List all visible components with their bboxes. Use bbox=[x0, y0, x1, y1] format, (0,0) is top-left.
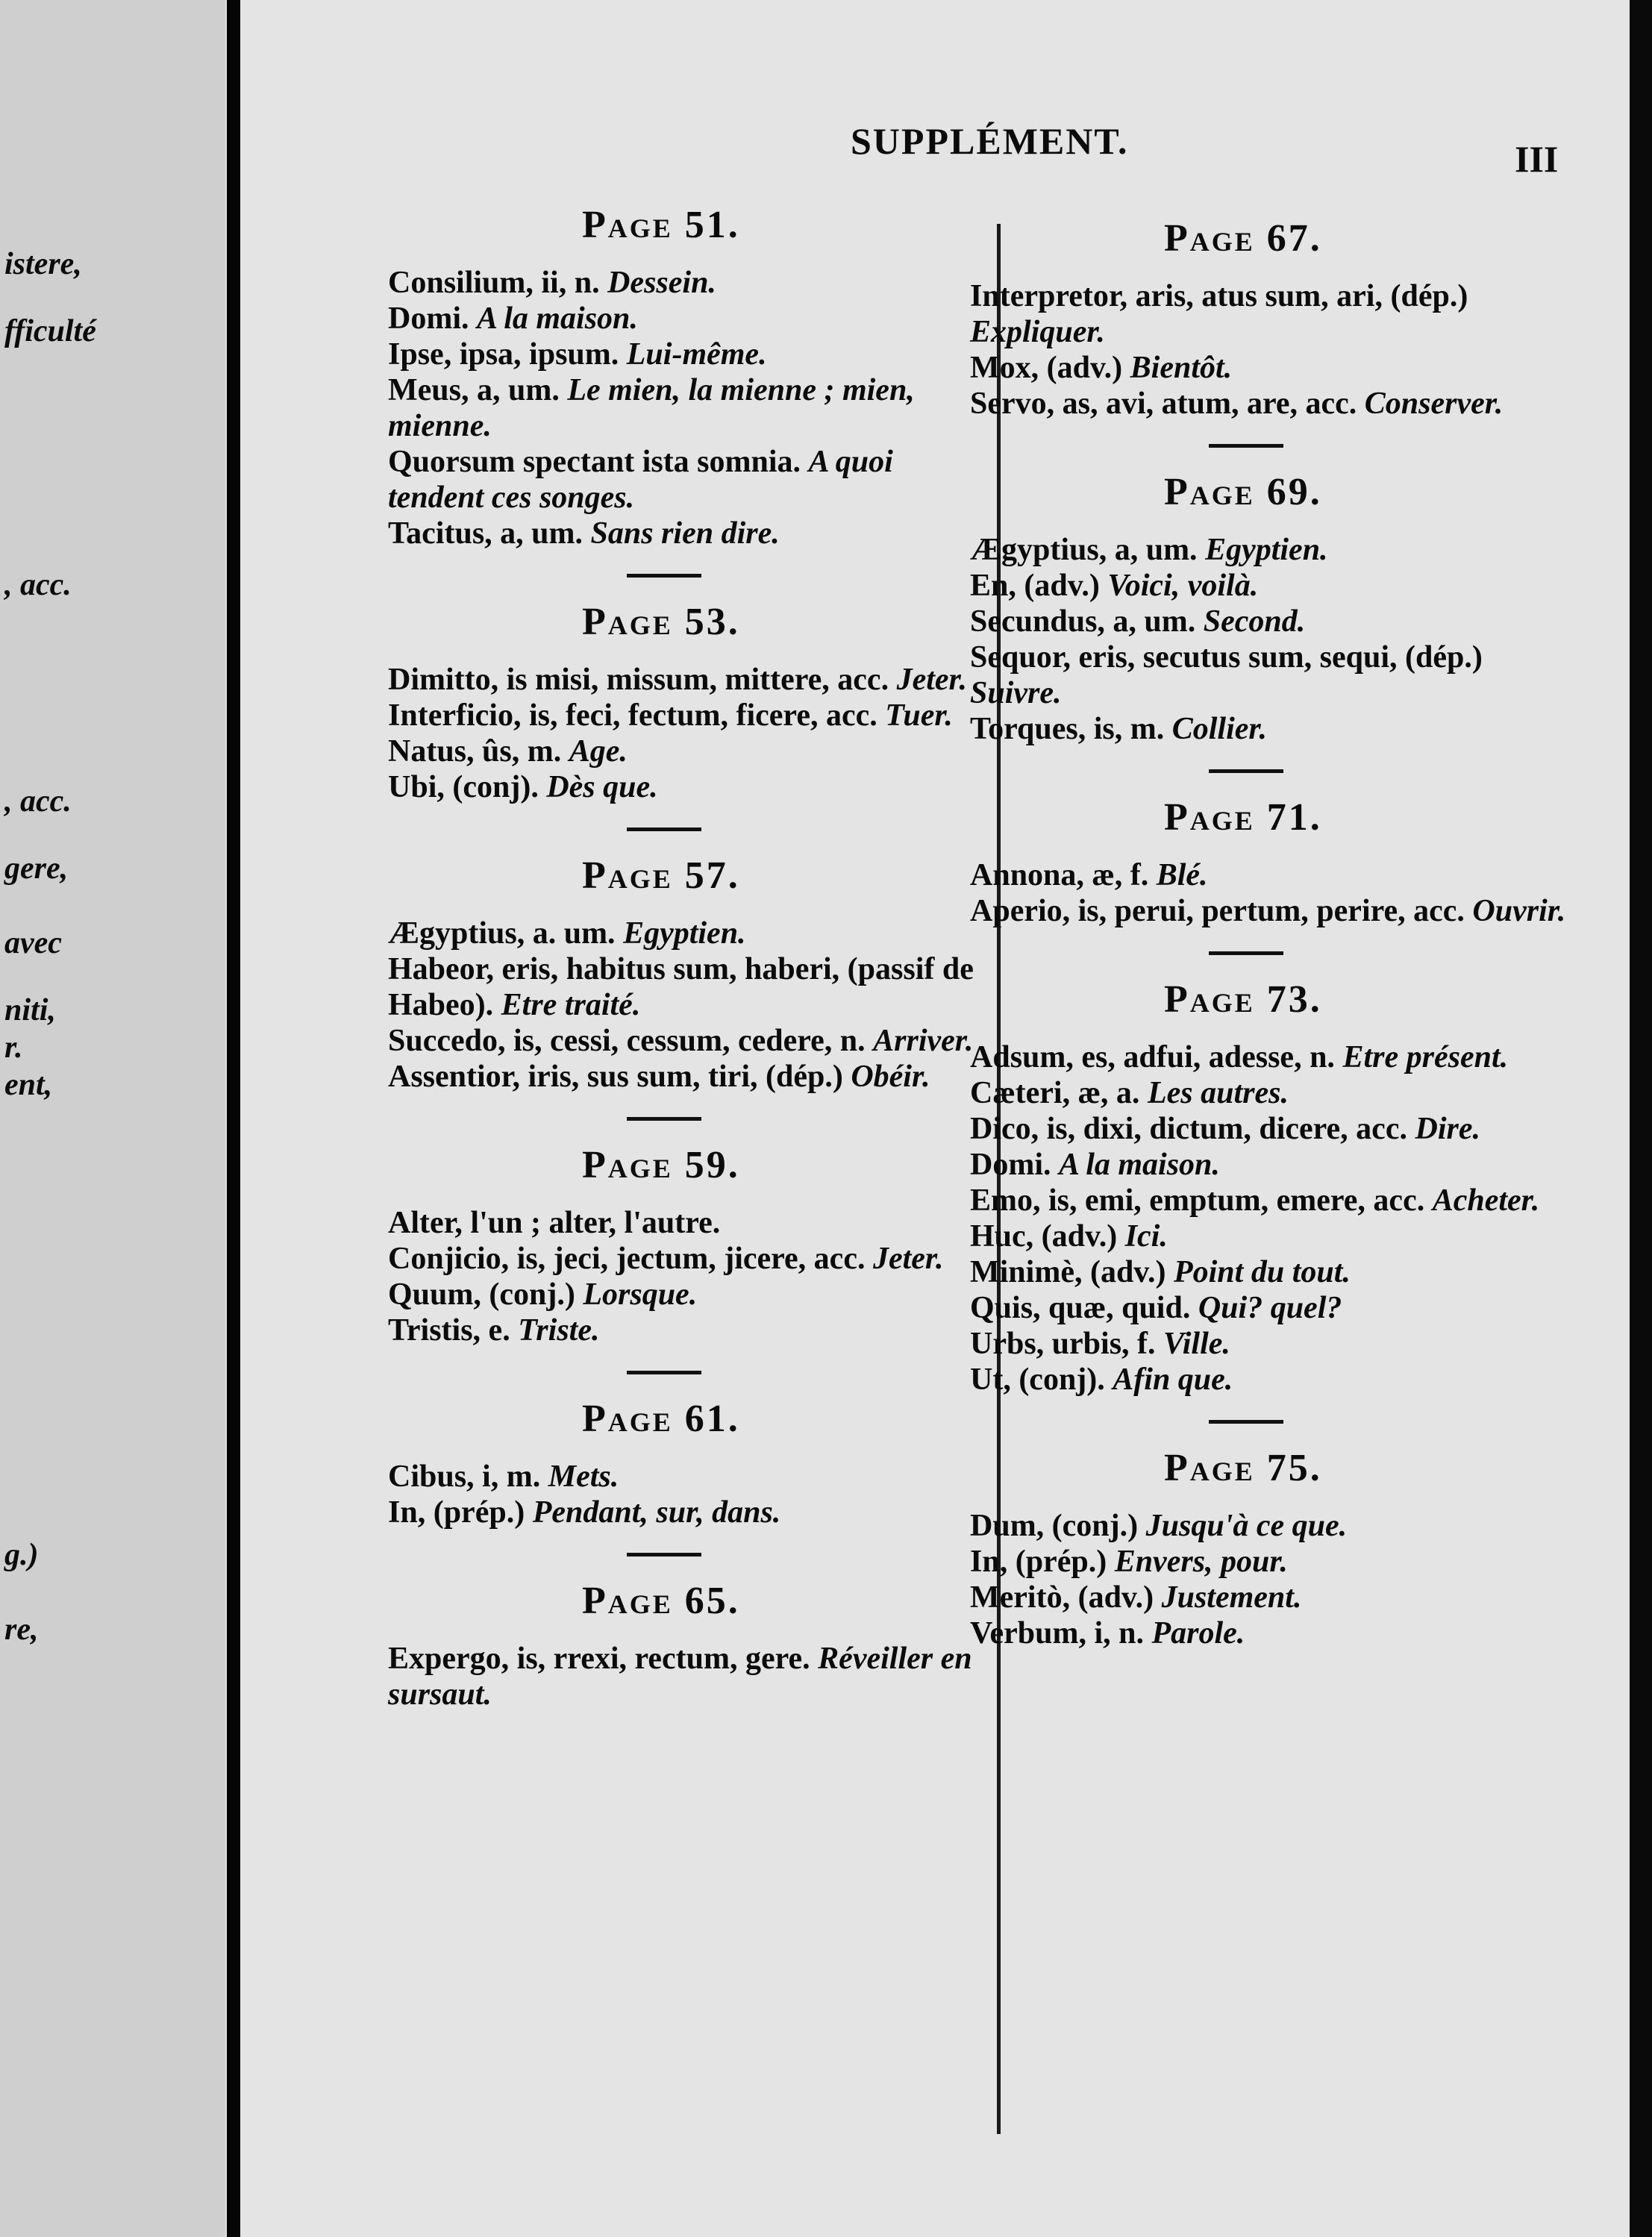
vocab-entry bbox=[970, 386, 1567, 422]
french-translation: Ici. bbox=[1124, 1219, 1168, 1254]
margin-fragment: avec bbox=[4, 926, 62, 960]
entry-list bbox=[970, 532, 1567, 747]
section-separator bbox=[1209, 769, 1283, 773]
margin-fragment: , acc. bbox=[4, 784, 72, 819]
latin-term: Quum, (conj.) bbox=[388, 1277, 575, 1312]
vocab-entry bbox=[388, 698, 977, 733]
vocab-entry bbox=[388, 1641, 977, 1712]
latin-term: Domi. bbox=[388, 301, 469, 336]
french-translation: Tuer. bbox=[885, 698, 953, 733]
section-separator bbox=[1209, 444, 1283, 448]
section-separator bbox=[627, 574, 701, 578]
french-translation: Ville. bbox=[1163, 1327, 1230, 1361]
margin-fragment: r. bbox=[4, 1030, 23, 1065]
latin-term: Quorsum spectant ista somnia. bbox=[388, 445, 801, 479]
margin-fragment: ent, bbox=[4, 1068, 53, 1102]
entry-list bbox=[388, 1459, 977, 1530]
latin-term: Secundus, a, um. bbox=[970, 604, 1196, 639]
french-translation: Bientôt. bbox=[1130, 351, 1233, 385]
page-edge bbox=[1630, 0, 1652, 2237]
vocab-entry bbox=[388, 1277, 977, 1313]
entry-list bbox=[388, 1641, 977, 1712]
vocab-entry bbox=[970, 1362, 1567, 1398]
vocab-entry bbox=[970, 1508, 1567, 1544]
latin-term: Adsum, es, adfui, adesse, n. bbox=[970, 1040, 1335, 1074]
margin-fragment: , acc. bbox=[4, 568, 72, 602]
latin-term: Tacitus, a, um. bbox=[388, 516, 583, 551]
vocab-entry bbox=[388, 516, 977, 551]
french-translation: Ouvrir. bbox=[1472, 894, 1566, 928]
french-translation: Egyptien. bbox=[623, 916, 746, 951]
latin-term: Meritò, (adv.) bbox=[970, 1580, 1154, 1615]
entry-list bbox=[970, 1508, 1567, 1651]
vocab-entry bbox=[388, 1495, 977, 1530]
vocab-section bbox=[388, 1397, 977, 1530]
latin-term: Ipse, ipsa, ipsum. bbox=[388, 337, 619, 372]
latin-term: Tristis, e. bbox=[388, 1313, 510, 1348]
margin-fragment: istere, bbox=[4, 247, 82, 281]
latin-term: In, (prép.) bbox=[970, 1545, 1107, 1579]
vocab-entry bbox=[970, 1039, 1567, 1075]
vocab-entry bbox=[970, 1254, 1567, 1290]
french-translation: Les autres. bbox=[1147, 1076, 1289, 1110]
margin-fragment: gere, bbox=[4, 851, 69, 886]
vocab-entry bbox=[970, 350, 1567, 386]
margin-fragment: fficulté bbox=[4, 314, 96, 348]
entry-list bbox=[388, 916, 977, 1095]
vocab-entry bbox=[388, 1459, 977, 1495]
latin-term: Cibus, i, m. bbox=[388, 1459, 541, 1494]
latin-term: Urbs, urbis, f. bbox=[970, 1327, 1156, 1361]
vocab-section bbox=[388, 600, 977, 805]
latin-term: Conjicio, is, jeci, jectum, jicere, acc. bbox=[388, 1242, 866, 1276]
vocab-entry bbox=[388, 733, 977, 769]
latin-term: Ægyptius, a, um. bbox=[970, 533, 1198, 567]
latin-term: Minimè, (adv.) bbox=[970, 1255, 1166, 1289]
entry-list bbox=[970, 278, 1567, 422]
french-translation: Expliquer. bbox=[970, 315, 1105, 349]
latin-term: Expergo, is, rrexi, rectum, gere. bbox=[388, 1642, 810, 1676]
latin-term: In, (prép.) bbox=[388, 1495, 525, 1530]
french-translation: Arriver. bbox=[873, 1024, 974, 1058]
latin-term: Huc, (adv.) bbox=[970, 1219, 1118, 1254]
french-translation: Le mien, la mienne ; mien, mienne. bbox=[388, 373, 915, 443]
french-translation: Jeter. bbox=[896, 663, 968, 697]
latin-term: Ubi, (conj). bbox=[388, 770, 539, 804]
previous-page-margin bbox=[0, 0, 225, 2237]
french-translation: Pendant, sur, dans. bbox=[532, 1495, 781, 1530]
section-heading: Page 51. bbox=[582, 204, 740, 246]
latin-term: En, (adv.) bbox=[970, 569, 1100, 603]
french-translation: Blé. bbox=[1156, 858, 1208, 892]
vocab-entry bbox=[388, 1313, 977, 1348]
vocab-entry bbox=[970, 1290, 1567, 1326]
latin-term: Aperio, is, perui, pertum, perire, acc. bbox=[970, 894, 1465, 928]
latin-term: Verbum, i, n. bbox=[970, 1616, 1144, 1651]
latin-term: Natus, ûs, m. bbox=[388, 734, 562, 769]
vocab-entry bbox=[970, 1615, 1567, 1651]
section-separator bbox=[627, 1117, 701, 1121]
french-translation: Second. bbox=[1203, 604, 1306, 639]
latin-term: Dico, is, dixi, dictum, dicere, acc. bbox=[970, 1112, 1407, 1146]
vocab-entry bbox=[970, 1218, 1567, 1254]
vocab-entry bbox=[388, 769, 977, 805]
vocab-entry bbox=[388, 337, 977, 372]
section-heading: Page 65. bbox=[582, 1580, 740, 1622]
french-translation: A quoi tendent ces songes. bbox=[388, 445, 893, 515]
latin-term: Dimitto, is misi, missum, mittere, acc. bbox=[388, 663, 889, 697]
vocab-entry bbox=[970, 639, 1567, 711]
latin-term: Domi. bbox=[970, 1148, 1051, 1182]
french-translation: Lui-même. bbox=[626, 337, 767, 372]
french-translation: Point du tout. bbox=[1173, 1255, 1351, 1289]
entry-list bbox=[970, 857, 1567, 929]
vocab-section bbox=[970, 1446, 1567, 1651]
vocab-entry bbox=[970, 711, 1567, 747]
latin-term: Mox, (adv.) bbox=[970, 351, 1123, 385]
latin-term: Habeor, eris, habitus sum, haberi, (passif de Habeo). bbox=[388, 952, 974, 1022]
entry-list bbox=[388, 662, 977, 805]
vocab-entry bbox=[388, 1205, 977, 1241]
french-translation: Sans rien dire. bbox=[590, 516, 780, 551]
left-column bbox=[388, 203, 977, 1712]
vocab-entry bbox=[388, 1241, 977, 1277]
latin-term: Ægyptius, a. um. bbox=[388, 916, 616, 951]
latin-term: Ut, (conj). bbox=[970, 1362, 1105, 1397]
vocab-entry bbox=[970, 1183, 1567, 1218]
section-separator bbox=[1209, 1420, 1283, 1424]
french-translation: Lorsque. bbox=[583, 1277, 698, 1312]
latin-term: Emo, is, emi, emptum, emere, acc. bbox=[970, 1183, 1425, 1218]
section-separator bbox=[1209, 951, 1283, 955]
latin-term: Assentior, iris, sus sum, tiri, (dép.) bbox=[388, 1060, 843, 1094]
vocab-entry bbox=[388, 1023, 977, 1059]
margin-fragment: g.) bbox=[4, 1538, 39, 1572]
french-translation: Egyptien. bbox=[1205, 533, 1328, 567]
entry-list bbox=[970, 1039, 1567, 1398]
latin-term: Meus, a, um. bbox=[388, 373, 560, 407]
vocab-section bbox=[970, 795, 1567, 929]
latin-term: Cæteri, æ, a. bbox=[970, 1076, 1140, 1110]
vocab-section bbox=[970, 470, 1567, 747]
latin-term: Annona, æ, f. bbox=[970, 858, 1149, 892]
latin-term: Interpretor, aris, atus sum, ari, (dép.) bbox=[970, 279, 1468, 313]
vocab-entry bbox=[388, 265, 977, 301]
section-separator bbox=[627, 827, 701, 831]
vocab-entry bbox=[388, 1059, 977, 1095]
vocab-entry bbox=[970, 1075, 1567, 1111]
margin-fragment: niti, bbox=[4, 993, 56, 1027]
vocab-entry bbox=[970, 893, 1567, 929]
vocab-entry bbox=[970, 568, 1567, 604]
french-translation: Réveiller en sursaut. bbox=[388, 1642, 972, 1712]
vocab-entry bbox=[388, 372, 977, 444]
french-translation: Mets. bbox=[548, 1459, 619, 1494]
french-translation: Suivre. bbox=[970, 676, 1062, 710]
entry-list bbox=[388, 1205, 977, 1348]
vocab-section bbox=[388, 854, 977, 1095]
section-heading: Page 61. bbox=[582, 1398, 740, 1440]
vocab-entry bbox=[970, 857, 1567, 893]
vocab-entry bbox=[970, 1580, 1567, 1615]
french-translation: Collier. bbox=[1171, 712, 1267, 746]
vocab-entry bbox=[388, 951, 977, 1023]
vocab-entry bbox=[388, 916, 977, 951]
french-translation: Conserver. bbox=[1364, 387, 1504, 421]
latin-term: Interficio, is, feci, fectum, ficere, acc. bbox=[388, 698, 877, 733]
vocab-entry bbox=[388, 444, 977, 516]
french-translation: A la maison. bbox=[477, 301, 638, 336]
french-translation: Triste. bbox=[518, 1313, 600, 1348]
section-heading: Page 59. bbox=[582, 1144, 740, 1186]
vocab-entry bbox=[970, 1544, 1567, 1580]
french-translation: Justement. bbox=[1161, 1580, 1302, 1615]
vocab-section bbox=[970, 216, 1567, 422]
section-heading: Page 69. bbox=[1164, 471, 1322, 513]
vocab-entry bbox=[970, 604, 1567, 639]
margin-fragment: re, bbox=[4, 1612, 39, 1647]
vocab-entry bbox=[970, 1147, 1567, 1183]
page-number: III bbox=[1515, 138, 1559, 180]
section-heading: Page 73. bbox=[1164, 978, 1322, 1021]
latin-term: Consilium, ii, n. bbox=[388, 266, 600, 300]
french-translation: Envers, pour. bbox=[1114, 1545, 1288, 1579]
latin-term: Sequor, eris, secutus sum, sequi, (dép.) bbox=[970, 640, 1483, 675]
french-translation: Parole. bbox=[1151, 1616, 1245, 1651]
vocab-entry bbox=[970, 1111, 1567, 1147]
right-column bbox=[970, 216, 1567, 1651]
vocab-section bbox=[388, 1579, 977, 1712]
french-translation: Jusqu'à ce que. bbox=[1145, 1509, 1348, 1543]
section-separator bbox=[627, 1553, 701, 1556]
french-translation: Obéir. bbox=[851, 1060, 930, 1094]
french-translation: Acheter. bbox=[1432, 1183, 1540, 1218]
french-translation: Dire. bbox=[1415, 1112, 1480, 1146]
latin-term: Succedo, is, cessi, cessum, cedere, n. bbox=[388, 1024, 866, 1058]
section-heading: Page 57. bbox=[582, 854, 740, 897]
section-heading: Page 53. bbox=[582, 601, 740, 643]
latin-term: Servo, as, avi, atum, are, acc. bbox=[970, 387, 1357, 421]
french-translation: Afin que. bbox=[1113, 1362, 1233, 1397]
vocab-entry bbox=[970, 532, 1567, 568]
section-heading: Page 75. bbox=[1164, 1447, 1322, 1489]
french-translation: Dès que. bbox=[546, 770, 658, 804]
vocab-entry bbox=[388, 662, 977, 698]
section-separator bbox=[627, 1371, 701, 1374]
section-heading: Page 67. bbox=[1164, 217, 1322, 260]
vocab-entry bbox=[970, 278, 1567, 350]
entry-list bbox=[388, 265, 977, 551]
french-translation: Qui? quel? bbox=[1198, 1291, 1342, 1325]
french-translation: Age. bbox=[569, 734, 628, 769]
vocab-section bbox=[388, 1143, 977, 1348]
french-translation: Dessein. bbox=[607, 266, 716, 300]
latin-term: Alter, l'un ; alter, l'autre. bbox=[388, 1206, 721, 1240]
latin-term: Dum, (conj.) bbox=[970, 1509, 1139, 1543]
running-head: SUPPLÉMENT. bbox=[851, 120, 1129, 162]
french-translation: Voici, voilà. bbox=[1107, 569, 1259, 603]
latin-term: Quis, quæ, quid. bbox=[970, 1291, 1191, 1325]
vocab-section bbox=[388, 203, 977, 551]
vocab-section bbox=[970, 977, 1567, 1398]
vocab-entry bbox=[388, 301, 977, 337]
french-translation: Etre présent. bbox=[1342, 1040, 1509, 1074]
french-translation: A la maison. bbox=[1059, 1148, 1220, 1182]
french-translation: Etre traité. bbox=[501, 988, 641, 1022]
section-heading: Page 71. bbox=[1164, 796, 1322, 839]
vocab-entry bbox=[970, 1326, 1567, 1362]
page-gutter bbox=[227, 0, 240, 2237]
latin-term: Torques, is, m. bbox=[970, 712, 1165, 746]
french-translation: Jeter. bbox=[872, 1242, 944, 1276]
